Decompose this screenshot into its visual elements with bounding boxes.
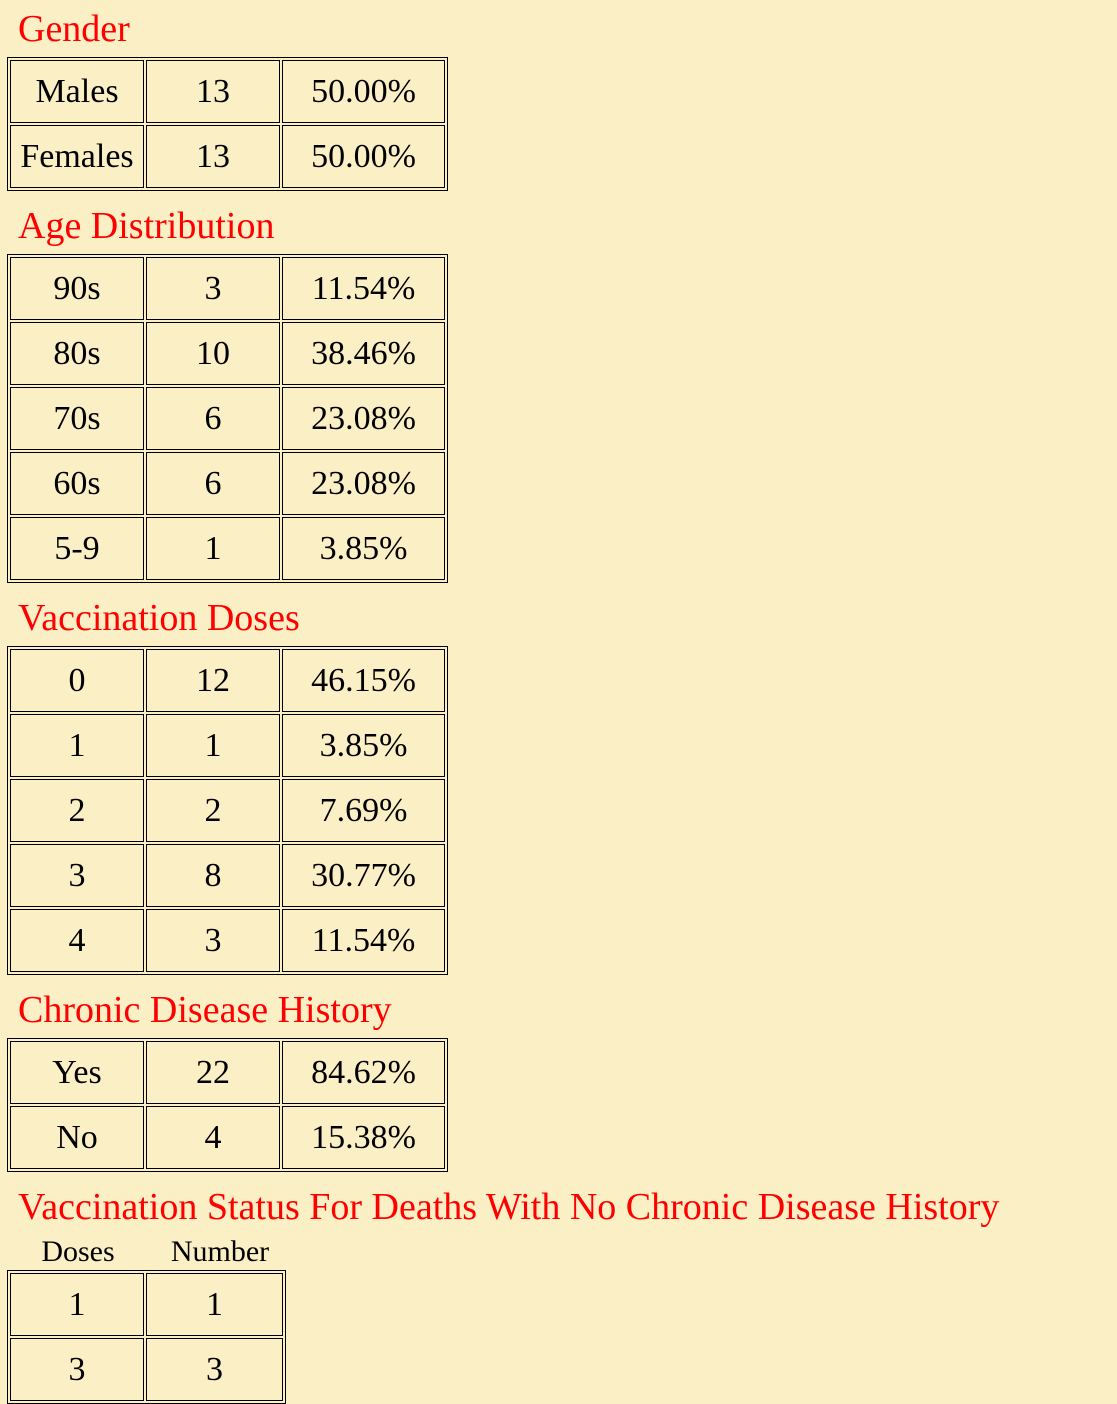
label-cell: 0 <box>10 649 144 712</box>
table-row <box>10 1273 283 1336</box>
table-row <box>10 60 445 123</box>
table-row <box>10 779 445 842</box>
label-cell: Females <box>10 125 144 188</box>
count-cell: 3 <box>146 257 280 320</box>
percent-cell: 3.85% <box>282 517 445 580</box>
table-row <box>10 649 445 712</box>
section-age-distribution <box>7 204 1117 583</box>
count-cell: 12 <box>146 649 280 712</box>
count-cell: 4 <box>146 1106 280 1169</box>
doses-cell: 1 <box>10 1273 144 1336</box>
number-cell: 1 <box>146 1273 283 1336</box>
percent-cell: 11.54% <box>282 909 445 972</box>
count-cell: 2 <box>146 779 280 842</box>
section-title: Chronic Disease History <box>18 989 392 1032</box>
label-cell: 90s <box>10 257 144 320</box>
section-title: Gender <box>18 8 130 50</box>
table-row <box>10 1106 445 1169</box>
column-headers-row <box>7 1235 1117 1268</box>
percent-cell: 11.54% <box>282 257 445 320</box>
number-cell: 3 <box>146 1338 283 1401</box>
table-row <box>10 387 445 450</box>
label-cell: 70s <box>10 387 144 450</box>
label-cell: 5-9 <box>10 517 144 580</box>
vaccination-doses-table <box>7 646 448 975</box>
column-header-doses: Doses <box>41 1235 115 1269</box>
count-cell: 6 <box>146 387 280 450</box>
table-row <box>10 452 445 515</box>
count-cell: 10 <box>146 322 280 385</box>
vaccination-status-for-deaths-with-no-chronic-disease-history-table <box>7 1270 286 1404</box>
column-header-number: Number <box>170 1235 270 1269</box>
percent-cell: 84.62% <box>282 1041 445 1104</box>
table-row <box>10 844 445 907</box>
doses-cell: 3 <box>10 1338 144 1401</box>
count-cell: 8 <box>146 844 280 907</box>
table-row <box>10 322 445 385</box>
percent-cell: 15.38% <box>282 1106 445 1169</box>
percent-cell: 30.77% <box>282 844 445 907</box>
table-row <box>10 125 445 188</box>
label-cell: 2 <box>10 779 144 842</box>
percent-cell: 3.85% <box>282 714 445 777</box>
section-title: Vaccination Status For Deaths With No Chronic Disease History <box>18 1186 1000 1229</box>
table-row <box>10 714 445 777</box>
percent-cell: 23.08% <box>282 452 445 515</box>
label-cell: Males <box>10 60 144 123</box>
label-cell: No <box>10 1106 144 1169</box>
table-row <box>10 1041 445 1104</box>
count-cell: 13 <box>146 125 280 188</box>
percent-cell: 7.69% <box>282 779 445 842</box>
age-distribution-table <box>7 254 448 583</box>
section-title: Vaccination Doses <box>18 597 300 640</box>
count-cell: 13 <box>146 60 280 123</box>
table-row <box>10 517 445 580</box>
count-cell: 1 <box>146 714 280 777</box>
count-cell: 22 <box>146 1041 280 1104</box>
section-vaccination-status-for-deaths-with-no-chronic-disease-history <box>7 1185 1117 1404</box>
table-row <box>10 1338 283 1401</box>
label-cell: 80s <box>10 322 144 385</box>
chronic-disease-history-table <box>7 1038 448 1172</box>
section-vaccination-doses <box>7 596 1117 975</box>
percent-cell: 50.00% <box>282 125 445 188</box>
count-cell: 6 <box>146 452 280 515</box>
label-cell: 1 <box>10 714 144 777</box>
section-chronic-disease-history <box>7 988 1117 1172</box>
percent-cell: 46.15% <box>282 649 445 712</box>
table-row <box>10 909 445 972</box>
label-cell: 4 <box>10 909 144 972</box>
label-cell: 3 <box>10 844 144 907</box>
section-title: Age Distribution <box>18 205 275 248</box>
percent-cell: 50.00% <box>282 60 445 123</box>
count-cell: 3 <box>146 909 280 972</box>
table-row <box>10 257 445 320</box>
percent-cell: 38.46% <box>282 322 445 385</box>
percent-cell: 23.08% <box>282 387 445 450</box>
label-cell: Yes <box>10 1041 144 1104</box>
count-cell: 1 <box>146 517 280 580</box>
section-gender <box>7 7 1117 191</box>
gender-table <box>7 57 448 191</box>
label-cell: 60s <box>10 452 144 515</box>
